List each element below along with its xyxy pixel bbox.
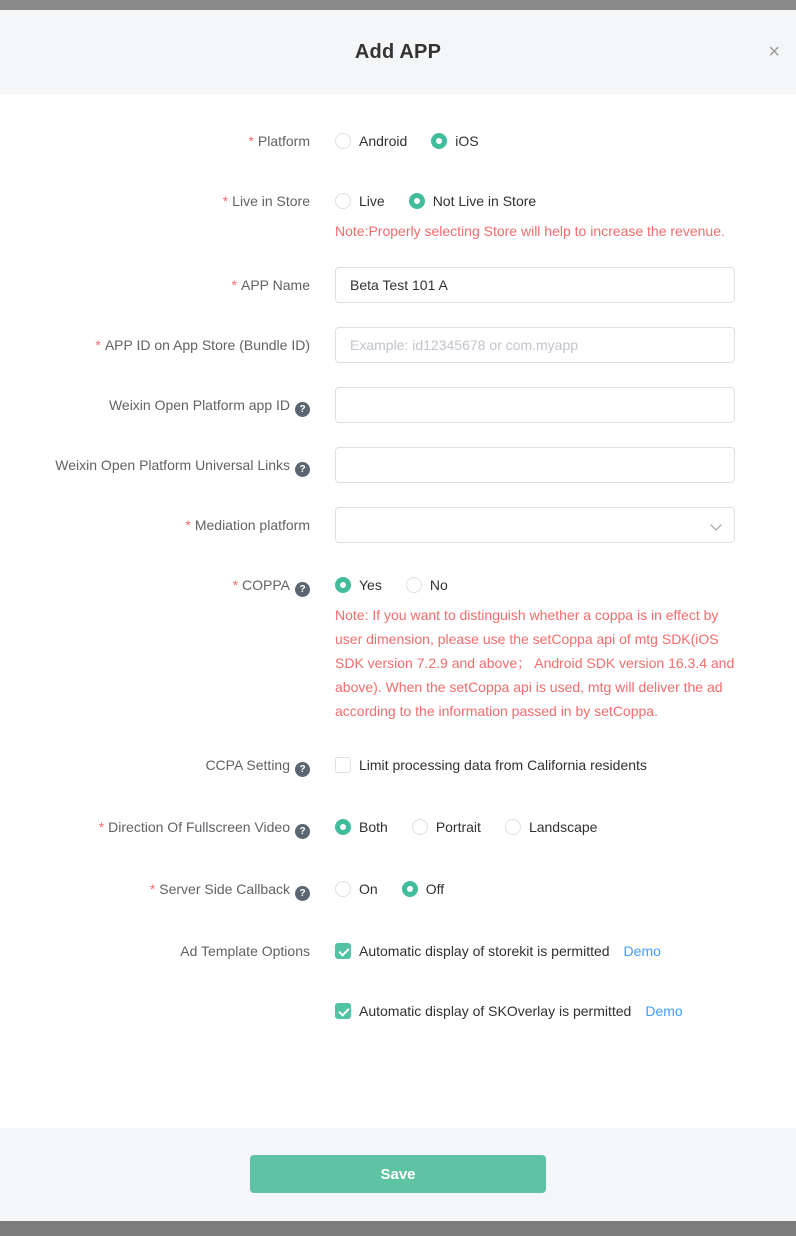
row-bundle-id: [0, 327, 796, 363]
app-name-label: * APP Name: [231, 277, 310, 293]
help-icon[interactable]: ?: [295, 886, 310, 901]
radio-circle-icon: [335, 577, 351, 593]
radio-ios[interactable]: iOS: [431, 133, 478, 149]
help-icon[interactable]: ?: [295, 762, 310, 777]
required-mark: *: [232, 577, 239, 593]
coppa-note-text: Note: If you want to distinguish whether a coppa is in effect by user dimension, please use the setCoppa api of mtg SDK(iOS SDK version 7.2.9 and above； Android SDK version 16.3.4 and above). When the setCoppa api is used, mtg will deliver the ad according to the information passed in by setCoppa.: [335, 607, 735, 719]
save-button[interactable]: Save: [250, 1155, 546, 1193]
radio-live[interactable]: Live: [335, 193, 385, 209]
row-mediation-platform: [0, 507, 796, 543]
radio-coppa-no[interactable]: No: [406, 577, 448, 593]
radio-circle-icon: [335, 881, 351, 897]
page-background-bottom: [0, 1221, 796, 1236]
radio-circle-icon: [335, 193, 351, 209]
row-app-name: [0, 267, 796, 303]
required-mark: *: [98, 819, 105, 835]
coppa-label: * COPPA ?: [0, 575, 310, 597]
platform-label: * Platform: [248, 133, 310, 149]
close-icon[interactable]: ×: [768, 41, 780, 63]
weixin-universal-links-label: Weixin Open Platform Universal Links ?: [0, 447, 310, 483]
radio-circle-icon: [505, 819, 521, 835]
bundle-id-input[interactable]: [335, 327, 735, 363]
radio-landscape[interactable]: Landscape: [505, 819, 598, 835]
ad-template-options: [335, 941, 735, 1021]
storekit-checkbox-item[interactable]: Automatic display of storekit is permitted Demo: [335, 941, 735, 961]
radio-circle-icon: [406, 577, 422, 593]
skoverlay-demo-link[interactable]: Demo: [645, 1003, 683, 1019]
checkbox-checked-icon: [335, 943, 351, 959]
radio-coppa-yes[interactable]: Yes: [335, 577, 382, 593]
checkbox-icon: [335, 757, 351, 773]
row-weixin-app-id: [0, 387, 796, 423]
help-icon[interactable]: ?: [295, 462, 310, 477]
radio-circle-icon: [335, 133, 351, 149]
radio-portrait[interactable]: Portrait: [412, 819, 481, 835]
row-ad-template: [0, 941, 796, 1021]
help-icon[interactable]: ?: [295, 582, 310, 597]
weixin-app-id-label: Weixin Open Platform app ID ?: [0, 387, 310, 423]
chevron-down-icon: [710, 519, 721, 530]
modal-header: [0, 10, 796, 94]
live-in-store-label: * Live in Store: [222, 193, 310, 209]
required-mark: *: [231, 277, 237, 293]
radio-circle-icon: [409, 193, 425, 209]
mediation-platform-label: * Mediation platform: [185, 517, 310, 533]
radio-not-live[interactable]: Not Live in Store: [409, 193, 537, 209]
modal-body: [0, 94, 796, 1128]
row-platform: [0, 131, 796, 151]
server-callback-options: [335, 879, 735, 899]
direction-options: [335, 817, 735, 837]
direction-label: * Direction Of Fullscreen Video ?: [0, 817, 310, 839]
radio-circle-icon: [412, 819, 428, 835]
checkbox-checked-icon: [335, 1003, 351, 1019]
mediation-platform-select[interactable]: [335, 507, 735, 543]
radio-circle-icon: [335, 819, 351, 835]
required-mark: *: [149, 881, 156, 897]
help-icon[interactable]: ?: [295, 402, 310, 417]
ccpa-checkbox-item[interactable]: Limit processing data from California residents: [335, 755, 735, 775]
required-mark: *: [222, 193, 229, 209]
radio-circle-icon: [431, 133, 447, 149]
row-weixin-universal-links: [0, 447, 796, 483]
modal-footer: [0, 1128, 796, 1221]
page-background-top: [0, 0, 796, 10]
storekit-demo-link[interactable]: Demo: [623, 943, 661, 959]
store-note-text: Note:Properly selecting Store will help to increase the revenue.: [335, 223, 725, 239]
row-ccpa: [0, 755, 796, 777]
server-callback-label: * Server Side Callback ?: [0, 879, 310, 901]
platform-options: [335, 131, 735, 151]
row-server-callback: [0, 879, 796, 901]
row-live-in-store: [0, 191, 796, 243]
required-mark: *: [248, 133, 254, 149]
required-mark: *: [95, 337, 101, 353]
radio-both[interactable]: Both: [335, 819, 388, 835]
radio-circle-icon: [402, 881, 418, 897]
radio-on[interactable]: On: [335, 881, 378, 897]
modal-title: Add APP: [354, 40, 442, 63]
bundle-id-label: * APP ID on App Store (Bundle ID): [95, 337, 310, 353]
weixin-app-id-input[interactable]: [335, 387, 735, 423]
help-icon[interactable]: ?: [295, 824, 310, 839]
skoverlay-checkbox-item[interactable]: Automatic display of SKOverlay is permitted Demo: [335, 1001, 735, 1021]
ccpa-label: CCPA Setting ?: [0, 755, 310, 777]
row-coppa: [0, 575, 796, 723]
app-name-input[interactable]: [335, 267, 735, 303]
weixin-universal-links-input[interactable]: [335, 447, 735, 483]
row-direction: [0, 817, 796, 839]
radio-android[interactable]: Android: [335, 133, 407, 149]
live-in-store-options: [335, 191, 735, 243]
radio-off[interactable]: Off: [402, 881, 444, 897]
ad-template-label: Ad Template Options: [180, 943, 310, 959]
coppa-options: [335, 575, 735, 723]
required-mark: *: [185, 517, 191, 533]
